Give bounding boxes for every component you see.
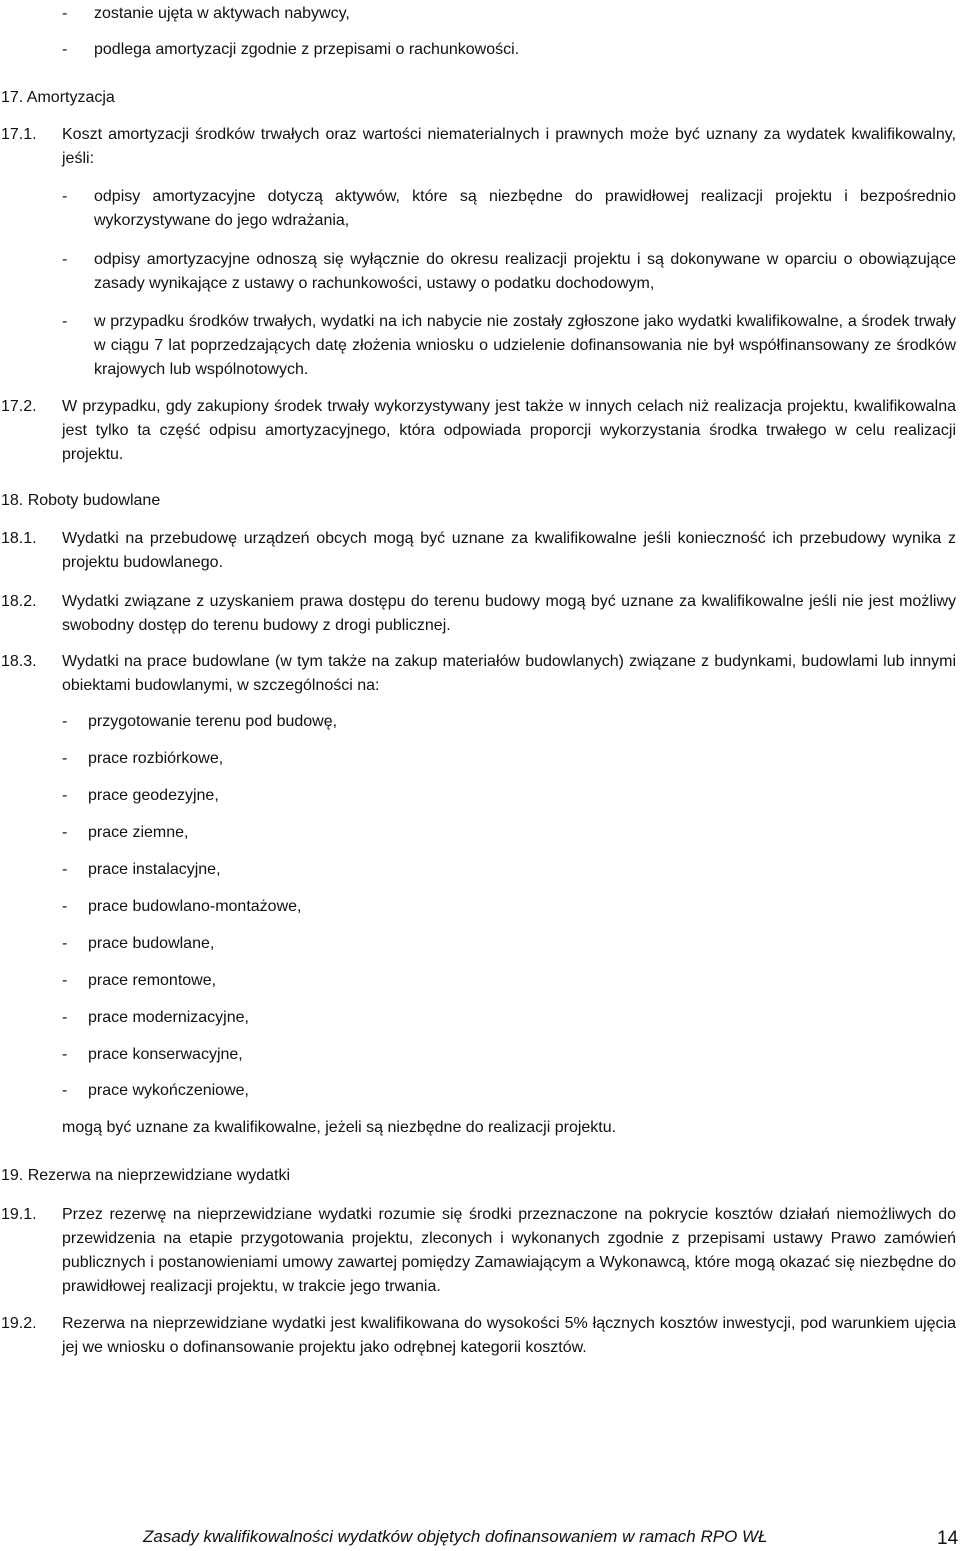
paragraph-text: Wydatki związane z uzyskaniem prawa dostępu do terenu budowy mogą być uznane za kwalifikowalne jeśli nie jest możliwy swobodny dostęp do terenu budowy z drogi publicznej. xyxy=(62,593,956,634)
paragraph-number: 19.2. xyxy=(1,1315,37,1332)
list-item: prace rozbiórkowe, xyxy=(88,750,224,767)
paragraph-number: 18.3. xyxy=(1,653,37,670)
paragraph-text: Koszt amortyzacji środków trwałych oraz wartości niematerialnych i prawnych może być uznany za wydatek kwalifikowalny, jeśli: xyxy=(62,126,956,167)
list-item: podlega amortyzacji zgodnie z przepisami o rachunkowości. xyxy=(94,41,520,58)
bullet-dash: - xyxy=(62,5,68,22)
list-item: prace budowlano-montażowe, xyxy=(88,898,302,915)
bullet-dash: - xyxy=(62,898,68,915)
section-heading-18: 18. Roboty budowlane xyxy=(1,492,161,509)
paragraph-number: 17.2. xyxy=(1,398,37,415)
bullet-dash: - xyxy=(62,935,68,952)
list-item: w przypadku środków trwałych, wydatki na ich nabycie nie zostały zgłoszone jako wydatki kwalifikowalne, a środek trwały w ciągu 7 lat poprzedzających datę złożenia wniosku o udzielenie dofinansowania nie był współfinansowany ze środków krajowych lub wspólnotowych. xyxy=(94,313,956,378)
list-item: prace budowlane, xyxy=(88,935,215,952)
list-item: prace konserwacyjne, xyxy=(88,1046,243,1063)
paragraph-text: Wydatki na prace budowlane (w tym także na zakup materiałów budowlanych) związane z budynkami, budowlami lub innymi obiektami budowlanymi, w szczególności na: xyxy=(62,653,956,694)
list-item: prace ziemne, xyxy=(88,824,189,841)
paragraph-number: 18.1. xyxy=(1,530,37,547)
paragraph-text: Przez rezerwę na nieprzewidziane wydatki rozumie się środki przeznaczone na pokrycie kosztów działań niemożliwych do przewidzenia na etapie przygotowania projektu, zleconych i wykonanych zgodnie z przepisami ustawy Prawo zamówień publicznych i postanowieniami umowy zawartej pomiędzy Zamawiającym a Wykonawcą, które mogą okazać się niezbędne do prawidłowej realizacji projektu, w trakcie jego trwania. xyxy=(62,1206,956,1295)
list-item: prace geodezyjne, xyxy=(88,787,219,804)
bullet-dash: - xyxy=(62,824,68,841)
bullet-dash: - xyxy=(62,188,68,205)
bullet-dash: - xyxy=(62,972,68,989)
paragraph-number: 19.1. xyxy=(1,1206,37,1223)
page-footer: Zasady kwalifikowalności wydatków objętych dofinansowaniem w ramach RPO WŁ xyxy=(143,1527,768,1546)
list-item: prace wykończeniowe, xyxy=(88,1082,249,1099)
bullet-dash: - xyxy=(62,251,68,268)
paragraph-text: W przypadku, gdy zakupiony środek trwały wykorzystywany jest także w innych celach niż realizacja projektu, kwalifikowalna jest tylko ta część odpisu amortyzacyjnego, która odpowiada proporcji wykorzystania środka trwałego w celu realizacji projektu. xyxy=(62,398,956,463)
bullet-dash: - xyxy=(62,1009,68,1026)
paragraph-number: 17.1. xyxy=(1,126,37,143)
section-heading-17: 17. Amortyzacja xyxy=(1,89,115,106)
paragraph-closing: mogą być uznane za kwalifikowalne, jeżeli są niezbędne do realizacji projektu. xyxy=(62,1119,617,1136)
bullet-dash: - xyxy=(62,713,68,730)
list-item: odpisy amortyzacyjne odnoszą się wyłącznie do okresu realizacji projektu i są dokonywane w oparciu o obowiązujące zasady wynikające z ustawy o rachunkowości, ustawy o podatku dochodowym, xyxy=(94,251,956,292)
bullet-dash: - xyxy=(62,750,68,767)
paragraph-number: 18.2. xyxy=(1,593,37,610)
list-item: prace instalacyjne, xyxy=(88,861,221,878)
list-item: prace modernizacyjne, xyxy=(88,1009,249,1026)
bullet-dash: - xyxy=(62,41,68,58)
bullet-dash: - xyxy=(62,861,68,878)
bullet-dash: - xyxy=(62,1082,68,1099)
list-item: przygotowanie terenu pod budowę, xyxy=(88,713,338,730)
page-number: 14 xyxy=(937,1528,959,1549)
bullet-dash: - xyxy=(62,787,68,804)
bullet-dash: - xyxy=(62,1046,68,1063)
paragraph-text: Wydatki na przebudowę urządzeń obcych mogą być uznane za kwalifikowalne jeśli konieczność ich przebudowy wynika z projektu budowlanego. xyxy=(62,530,956,571)
list-item: prace remontowe, xyxy=(88,972,217,989)
list-item: zostanie ujęta w aktywach nabywcy, xyxy=(94,5,350,22)
list-item: odpisy amortyzacyjne dotyczą aktywów, które są niezbędne do prawidłowej realizacji projektu i bezpośrednio wykorzystywane do jego wdrażania, xyxy=(94,188,956,229)
paragraph-text: Rezerwa na nieprzewidziane wydatki jest kwalifikowana do wysokości 5% łącznych kosztów inwestycji, pod warunkiem ujęcia jej we wniosku o dofinansowanie projektu jako odrębnej kategorii kosztów. xyxy=(62,1315,956,1356)
bullet-dash: - xyxy=(62,313,68,330)
section-heading-19: 19. Rezerwa na nieprzewidziane wydatki xyxy=(1,1167,291,1184)
